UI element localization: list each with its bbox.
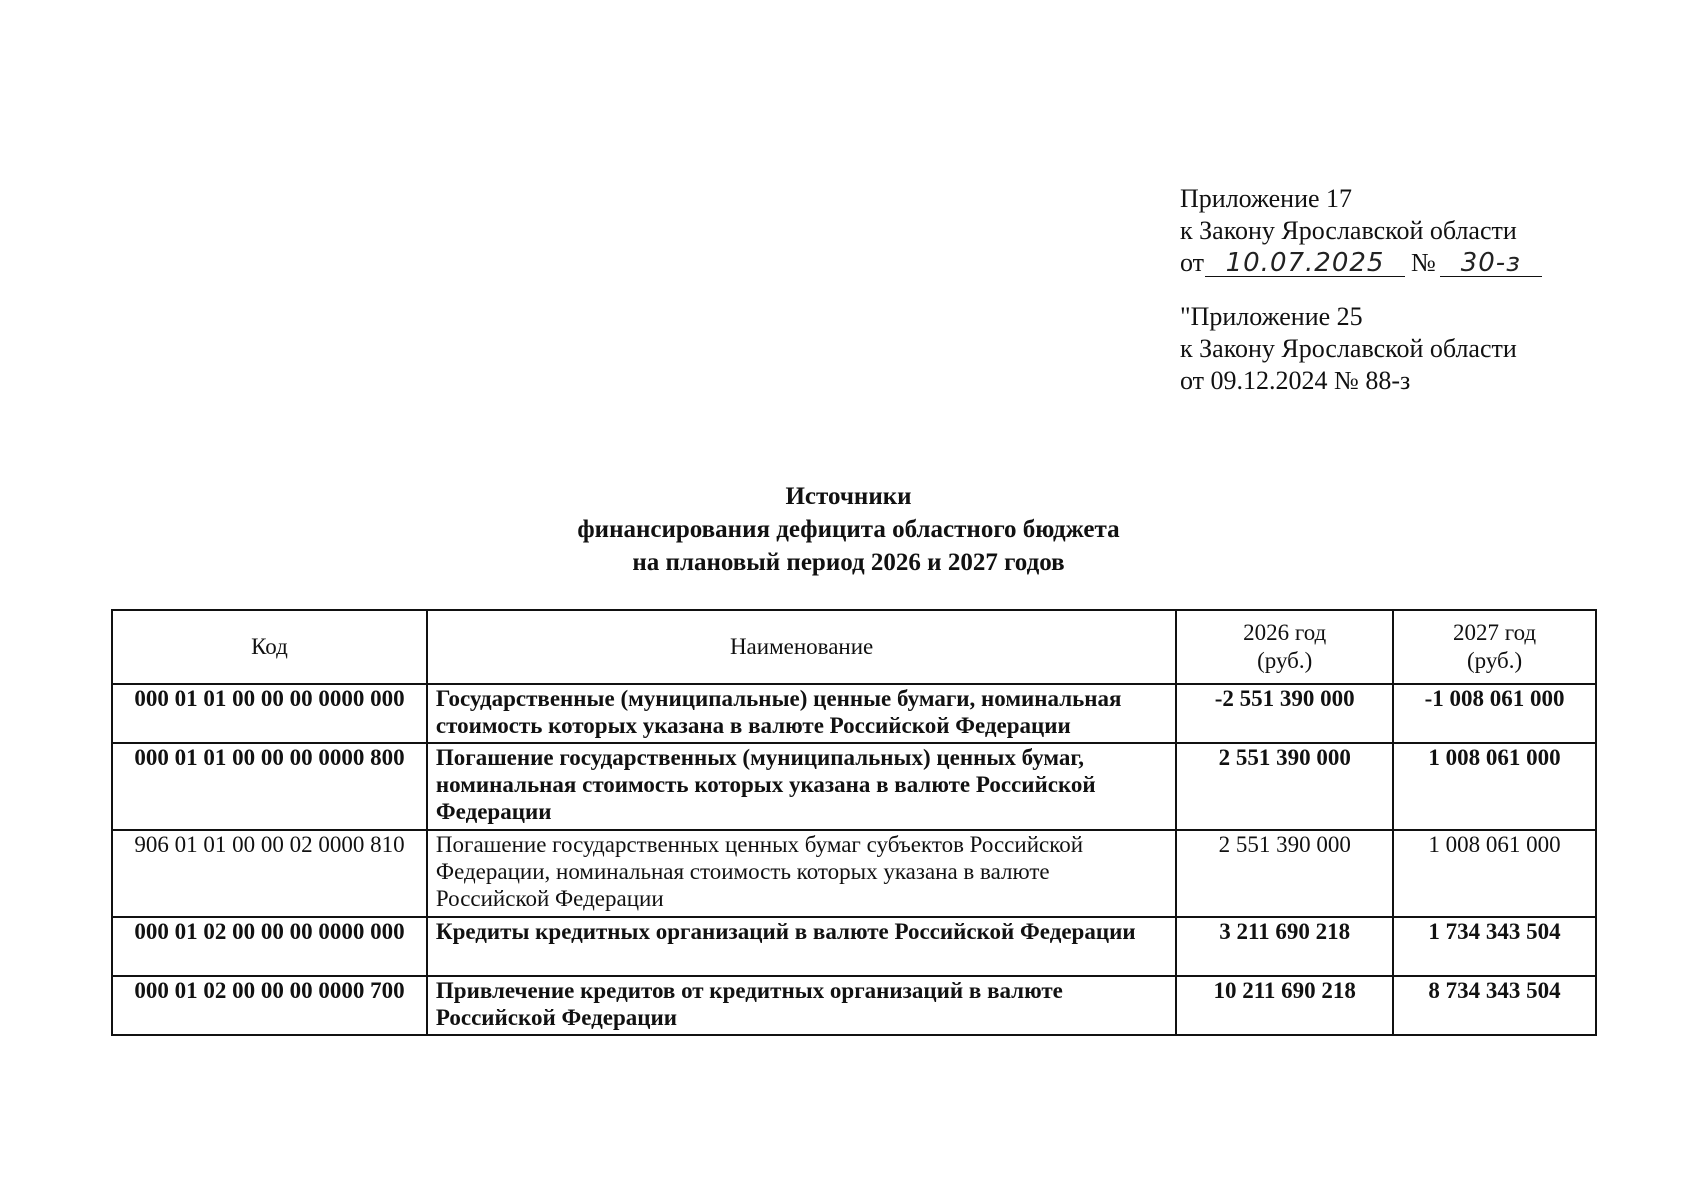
header-2026-unit: (руб.) bbox=[1257, 648, 1313, 673]
table-row bbox=[112, 917, 1596, 976]
row-name: Погашение государственных ценных бумаг субъектов Российской Федерации, номинальная стоимость которых указана в валюте Российской Федерации bbox=[427, 830, 1176, 917]
header-name: Наименование bbox=[427, 610, 1176, 684]
header-2027 bbox=[1393, 610, 1596, 684]
row-2026-value: 10 211 690 218 bbox=[1176, 976, 1393, 1035]
row-name: Погашение государственных (муниципальных) ценных бумаг, номинальная стоимость которых указана в валюте Российской Федерации bbox=[427, 743, 1176, 830]
quoted-law-reference: к Закону Ярославской области bbox=[1180, 334, 1517, 363]
law-date-number bbox=[1180, 247, 1600, 279]
row-name: Кредиты кредитных организаций в валюте Российской Федерации bbox=[427, 917, 1176, 976]
number-sign: № bbox=[1411, 248, 1436, 277]
row-2027-value: -1 008 061 000 bbox=[1393, 684, 1596, 743]
title-line-1: Источники bbox=[785, 483, 912, 510]
row-code: 000 01 01 00 00 00 0000 800 bbox=[112, 743, 427, 830]
row-code: 906 01 01 00 00 02 0000 810 bbox=[112, 830, 427, 917]
row-name: Государственные (муниципальные) ценные бумаги, номинальная стоимость которых указана в валюте Российской Федерации bbox=[427, 684, 1176, 743]
header-code: Код bbox=[112, 610, 427, 684]
row-code: 000 01 02 00 00 00 0000 700 bbox=[112, 976, 427, 1035]
row-name: Привлечение кредитов от кредитных организаций в валюте Российской Федерации bbox=[427, 976, 1176, 1035]
header-2027-unit: (руб.) bbox=[1466, 648, 1523, 673]
row-code: 000 01 01 00 00 00 0000 000 bbox=[112, 684, 427, 743]
table-header-row bbox=[112, 610, 1596, 684]
quoted-appendix-label: "Приложение 25 bbox=[1180, 302, 1363, 331]
document-header bbox=[1180, 183, 1600, 397]
header-2026-year: 2026 год bbox=[1243, 620, 1327, 645]
header-2026 bbox=[1176, 610, 1393, 684]
row-2027-value: 8 734 343 504 bbox=[1393, 976, 1596, 1035]
row-2027-value: 1 008 061 000 bbox=[1393, 743, 1596, 830]
table-row bbox=[112, 684, 1596, 743]
appendix-label: Приложение 17 bbox=[1180, 184, 1353, 213]
handwritten-date: 10.07.2025 bbox=[1205, 250, 1405, 277]
row-2026-value: 2 551 390 000 bbox=[1176, 830, 1393, 917]
row-code: 000 01 02 00 00 00 0000 000 bbox=[112, 917, 427, 976]
title-line-2: финансирования дефицита областного бюджета bbox=[577, 516, 1120, 543]
handwritten-number: 30-з bbox=[1440, 250, 1542, 277]
title-line-3: на плановый период 2026 и 2027 годов bbox=[632, 549, 1065, 576]
row-2026-value: 3 211 690 218 bbox=[1176, 917, 1393, 976]
table-row bbox=[112, 830, 1596, 917]
row-2027-value: 1 734 343 504 bbox=[1393, 917, 1596, 976]
table-row bbox=[112, 976, 1596, 1035]
table-row bbox=[112, 743, 1596, 830]
date-prefix: от bbox=[1180, 248, 1205, 277]
financing-sources-table bbox=[111, 609, 1597, 1036]
quoted-law-date: от 09.12.2024 № 88-з bbox=[1180, 366, 1411, 395]
row-2026-value: -2 551 390 000 bbox=[1176, 684, 1393, 743]
row-2027-value: 1 008 061 000 bbox=[1393, 830, 1596, 917]
header-2027-year: 2027 год bbox=[1452, 620, 1537, 645]
row-2026-value: 2 551 390 000 bbox=[1176, 743, 1393, 830]
law-reference: к Закону Ярославской области bbox=[1180, 216, 1517, 245]
document-title bbox=[0, 480, 1697, 579]
